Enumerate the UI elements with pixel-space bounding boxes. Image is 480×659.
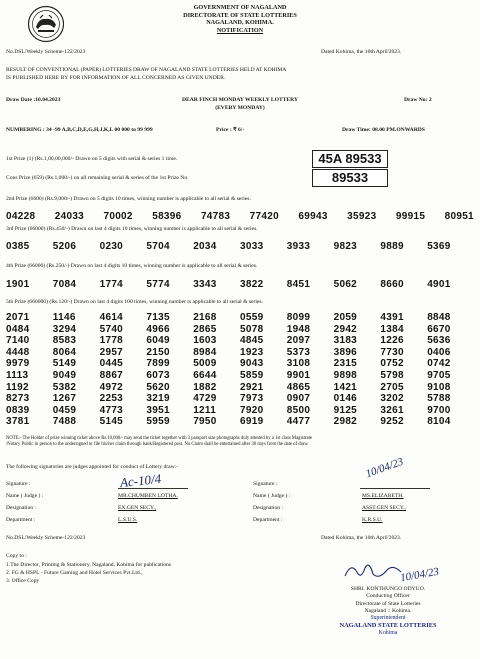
fourth-prize-number: 1774 [99,279,124,290]
fifth-prize-number: 3108 [286,358,311,370]
fifth-prize-number: 1146 [52,312,76,323]
fifth-prize-number: 2168 [193,312,217,323]
intro-line-1: RESULT OF CONVENTIONAL (PAPER) LOTTERIES DRAW OF NAGALAND STATE LOTTERIES HELD AT KOHIMA [6,67,287,73]
fifth-prize-number: 1226 [380,335,404,347]
officer-name: SHRI. KONTHUNGO ODYUO. [350,586,426,592]
judge-left-name: MR.CHUMBEN LOTHA. [118,493,178,499]
second-prize-number: 24033 [54,211,85,222]
fifth-prize-number: 5798 [380,369,404,381]
fifth-prize-number: 2150 [146,346,170,358]
copy-item-3: 3. Office Copy [6,578,40,584]
fifth-prize-number: 5382 [52,381,77,393]
fifth-prize-number: 0752 [380,358,404,370]
fifth-prize-number: 0459 [52,404,77,416]
third-prize-numbers [6,241,474,253]
fifth-prize-number: 6919 [239,416,264,428]
fifth-prize-number: 4448 [6,346,30,358]
third-prize-number: 9823 [333,241,358,252]
fifth-prize-number: 8273 [6,393,30,405]
fifth-prize-number: 5636 [427,335,451,347]
fifth-prize-number: 2071 [6,312,30,323]
fifth-prize-number: 9705 [427,369,451,381]
fifth-prize-number: 5078 [239,323,264,335]
ref-number: No.DSL/Weekly Scheme-122/2023 [6,49,86,55]
fifth-prize-number: 2315 [333,358,358,370]
fifth-prize-number: 3261 [380,404,404,416]
fifth-prize-number: 9700 [427,404,451,416]
judge-left-name-label: Name ( Judge ) : [6,493,44,499]
fifth-prize-number: 7950 [193,416,217,428]
fifth-prize-text: 5th Prize (660000) (Rs.120/-) Drawn on last 4 digits 100 times, winning number is applicable to all serial & series. [6,299,263,305]
lottery-schedule: (EVERY MONDAY) [215,104,265,111]
third-prize-number: 9889 [380,241,404,252]
third-prize-number: 3933 [286,241,311,252]
fifth-prize-number: 1384 [380,323,404,335]
first-prize-number: 45A 89533 [312,150,388,168]
fifth-prize-number: 8984 [193,346,217,358]
judge-right-signature-label: Signature : [253,481,278,487]
fifth-prize-number: 1948 [286,323,311,335]
officer-dept: Directorate of State Lotteries [355,600,421,607]
fifth-prize-number: 1923 [239,346,264,358]
judge-left-signature-line [118,488,188,489]
signatories-intro: The following signatories are judges appointed for conduct of Lottery draw:- [6,464,179,470]
fourth-prize-number: 1901 [6,279,30,290]
fifth-prize-number: 3294 [52,323,77,335]
copy-to: Copy to : [6,553,27,559]
fourth-prize-number: 3343 [193,279,217,290]
fourth-prize-number: 3822 [239,279,264,290]
fifth-prize-number: 0742 [427,358,451,370]
fourth-prize-number: 5062 [333,279,358,290]
fifth-prize-number: 3951 [146,404,170,416]
fifth-prize-number: 7973 [239,393,264,405]
third-prize-number: 0385 [6,241,30,252]
fifth-prize-number: 4729 [193,393,217,405]
fifth-prize-number: 9901 [286,369,311,381]
fifth-prize-number: 9979 [6,358,30,370]
judge-left-signature-label: Signature : [6,481,31,487]
first-prize-text: 1st Prize (1) (Rs.1,00,00,000/- Drawn on 5 digits with serial & series 1 time. [6,156,178,162]
judge-right-department-label: Department : [253,517,283,523]
fifth-prize-number: 3183 [333,335,358,347]
fifth-prize-number: 5009 [193,358,217,370]
officer-place: Nagaland :: Kohima. [364,607,412,614]
second-prize-number: 74783 [200,211,231,222]
footer-ref-date: Dated Kohima, the 10th April'2023. [321,535,402,541]
header-title: NOTIFICATION [216,27,264,34]
third-prize-number: 3033 [239,241,264,252]
officer-signature: 10/04/23 [399,565,440,585]
fifth-prize-number: 3781 [6,416,30,428]
fifth-prize-number: 9125 [333,404,358,416]
fifth-prize-number: 5373 [286,346,311,358]
footer-ref-number: No.DSL/Weekly Scheme-122/2023 [6,535,86,541]
header-place: NAGALAND, KOHIMA. [206,19,274,26]
fifth-prize-number: 2059 [333,312,358,323]
ref-date: Dated Kohima, the 10th April'2023. [321,49,402,55]
judge-right-signature-line [360,488,430,489]
fifth-prize-number: 2865 [193,323,217,335]
fifth-prize-number: 1778 [99,335,124,347]
fifth-prize-number: 5788 [427,393,451,405]
fifth-prize-number: 0445 [99,358,124,370]
fifth-prize-number: 4966 [146,323,170,335]
judge-right-designation: ASST.GEN SECY., [362,505,406,511]
judge-right-name-label: Name ( Judge ) : [253,493,291,499]
judge-left-department: L.S.U.S. [118,517,138,523]
fifth-prize-number: 1603 [193,335,217,347]
fifth-prize-number: 5149 [52,358,77,370]
fourth-prize-number: 5774 [146,279,170,290]
fourth-prize-numbers [6,279,474,291]
fifth-prize-number: 4972 [99,381,124,393]
fifth-prize-number: 0559 [239,312,264,323]
fifth-prize-number: 6670 [427,323,451,335]
fifth-prize-number: 6644 [193,369,217,381]
judge-right-signature: 10/04/23 [364,455,405,481]
fifth-prize-number: 7140 [6,335,30,347]
fifth-prize-number: 2097 [286,335,311,347]
fifth-prize-number: 4845 [239,335,264,347]
fifth-prize-number: 9898 [333,369,358,381]
fifth-prize-number: 5740 [99,323,124,335]
fifth-prize-number: 0406 [427,346,451,358]
fourth-prize-number: 4901 [427,279,451,290]
second-prize-numbers [6,211,474,222]
note-line-1: NOTE:- The Holder of prize winning ticket above Rs.10,000/- may send the ticket together with 3 passport size photographs duly attested by a 1st class Magistrate [6,436,312,441]
second-prize-text: 2nd Prize (6600) (Rs.9,000/-) Drawn on 5 digits 10 times, winning number is applicable to all serial & series. [6,196,251,202]
fifth-prize-number: 2982 [333,416,358,428]
header-dept: DIRECTORATE OF STATE LOTTERIES [183,11,297,19]
officer-role: Conducting Officer [366,593,410,600]
numbering: NUMBERING : 34 -99 A,B,C,D,E,G,H,J,K,L 00 000 to 99 999 [6,127,153,133]
second-prize-number: 58396 [152,211,182,222]
note [6,436,474,448]
second-prize-number: 69943 [298,211,328,222]
fifth-prize-number: 8583 [52,335,77,347]
fifth-prize-numbers [6,312,474,428]
fifth-prize-number: 5145 [99,416,124,428]
fifth-prize-number: 3219 [146,393,170,405]
fifth-prize-number: 5859 [239,369,264,381]
copy-item-2: 2. FG & HSPL - Future Gaming and Hotel Services Pvt.Ltd., [6,570,143,576]
fifth-prize-number: 9108 [427,381,451,393]
fifth-prize-number: 7920 [239,404,264,416]
fifth-prize-number: 8064 [52,346,77,358]
fifth-prize-number: 1421 [333,381,358,393]
judge-left-designation: EX.GEN SECY., [118,505,157,511]
fifth-prize-number: 8500 [286,404,311,416]
fifth-prize-number: 4773 [99,404,124,416]
fifth-prize-number: 7488 [52,416,77,428]
third-prize-number: 5206 [52,241,77,252]
lottery-name: DEAR FINCH MONDAY WEEKLY LOTTERY [181,97,299,103]
fifth-prize-number: 4391 [380,312,404,323]
draw-date: Draw Date :10.04.2023 [6,97,61,103]
fifth-prize-number: 8104 [427,416,451,428]
second-prize-number: 70002 [103,211,133,222]
fifth-prize-number: 0839 [6,404,30,416]
fifth-prize-number: 4477 [286,416,311,428]
third-prize-number: 2034 [193,241,217,252]
fifth-prize-number: 8848 [427,312,451,323]
second-prize-number: 77420 [249,211,279,222]
fifth-prize-number: 5620 [146,381,170,393]
second-prize-number: 99915 [395,211,426,222]
second-prize-number: 80951 [444,211,474,222]
fourth-prize-number: 8451 [286,279,311,290]
stamp-line-3: Kohima [378,629,398,636]
fifth-prize-number: 2957 [99,346,124,358]
fifth-prize-number: 1113 [6,369,29,381]
fifth-prize-number: 0146 [333,393,358,405]
fifth-prize-number: 9252 [380,416,404,428]
fifth-prize-number: 4614 [99,312,124,323]
judge-right-designation-label: Designation : [253,505,283,511]
cons-prize-text: Cons Prize (659) (Rs.1,000/-) on all remaining serial & series of the 1st Prize No. [6,175,189,181]
fifth-prize-number: 0907 [286,393,311,405]
fifth-prize-number: 1882 [193,381,217,393]
copy-item-1: 1.The Director, Printing & Stationery, Nagaland, Kohima for publications [6,562,172,568]
fifth-prize-number: 4865 [286,381,311,393]
fifth-prize-number: 7899 [146,358,170,370]
fifth-prize-number: 9043 [239,358,264,370]
second-prize-number: 04228 [6,211,36,222]
fifth-prize-number: 3202 [380,393,404,405]
fifth-prize-number: 0484 [6,323,30,335]
fifth-prize-number: 5959 [146,416,170,428]
fifth-prize-number: 2921 [239,381,264,393]
fifth-prize-number: 6049 [146,335,170,347]
third-prize-number: 5704 [146,241,170,252]
fifth-prize-number: 8867 [99,369,124,381]
stamp-line-2: NAGALAND STATE LOTTERIES [339,622,437,630]
signature-scribble-icon [343,560,403,582]
fifth-prize-number: 2253 [99,393,124,405]
header-gov: GOVERNMENT OF NAGALAND [193,4,287,11]
judge-left-signature: Ac-10/4 [119,470,162,491]
judge-right-name: MS.ELIZABETH. [362,493,404,499]
fifth-prize-number: 1211 [193,404,217,416]
fourth-prize-number: 7084 [52,279,77,290]
judge-left-department-label: Department : [6,517,36,523]
note-line-2: /Notary Public in person to the undersigned or file his/her claim through bank/Registered post. No Claim shall be entertained after 30 days from the date of draw. [6,442,309,447]
officer-block [328,586,448,637]
fifth-prize-number: 7135 [146,312,170,323]
draw-number: Draw No: 2 [404,97,432,103]
fifth-prize-number: 8099 [286,312,311,323]
stamp-line-1: Superintendent [370,615,406,622]
third-prize-text: 3rd Prize (66000) (Rs.450/-) Drawn on last 4 digits 10 times, winning number is applicable to all serial & series. [6,226,258,232]
fifth-prize-number: 1192 [6,381,29,393]
ticket-price: Price : ₹ 6/- [216,127,245,133]
draw-time: Draw Time: 08.00 PM.ONWARDS [342,127,425,133]
judge-left-designation-label: Designation : [6,505,36,511]
intro-line-2: IS PUBLISHED HERE BY FOR INFORMATION OF ALL CONCERNED AS GIVEN UNDER. [6,74,226,81]
fifth-prize-number: 3896 [333,346,358,358]
fifth-prize-number: 1267 [52,393,77,405]
judge-right-department: K.R.S.U. [362,517,383,523]
fifth-prize-number: 7730 [380,346,404,358]
cons-prize-number: 89533 [312,169,388,187]
third-prize-number: 0230 [99,241,124,252]
fourth-prize-number: 8660 [380,279,404,290]
fifth-prize-number: 2942 [333,323,358,335]
third-prize-number: 5369 [427,241,451,252]
fifth-prize-number: 2705 [380,381,404,393]
fifth-prize-number: 6073 [146,369,170,381]
fourth-prize-text: 4th Prize (66000) (Rs.250/-) Drawn on last 4 digits 10 times, winning number is applicable to all serial & series. [6,263,258,269]
fifth-prize-number: 9049 [52,369,77,381]
second-prize-number: 35923 [347,211,377,222]
